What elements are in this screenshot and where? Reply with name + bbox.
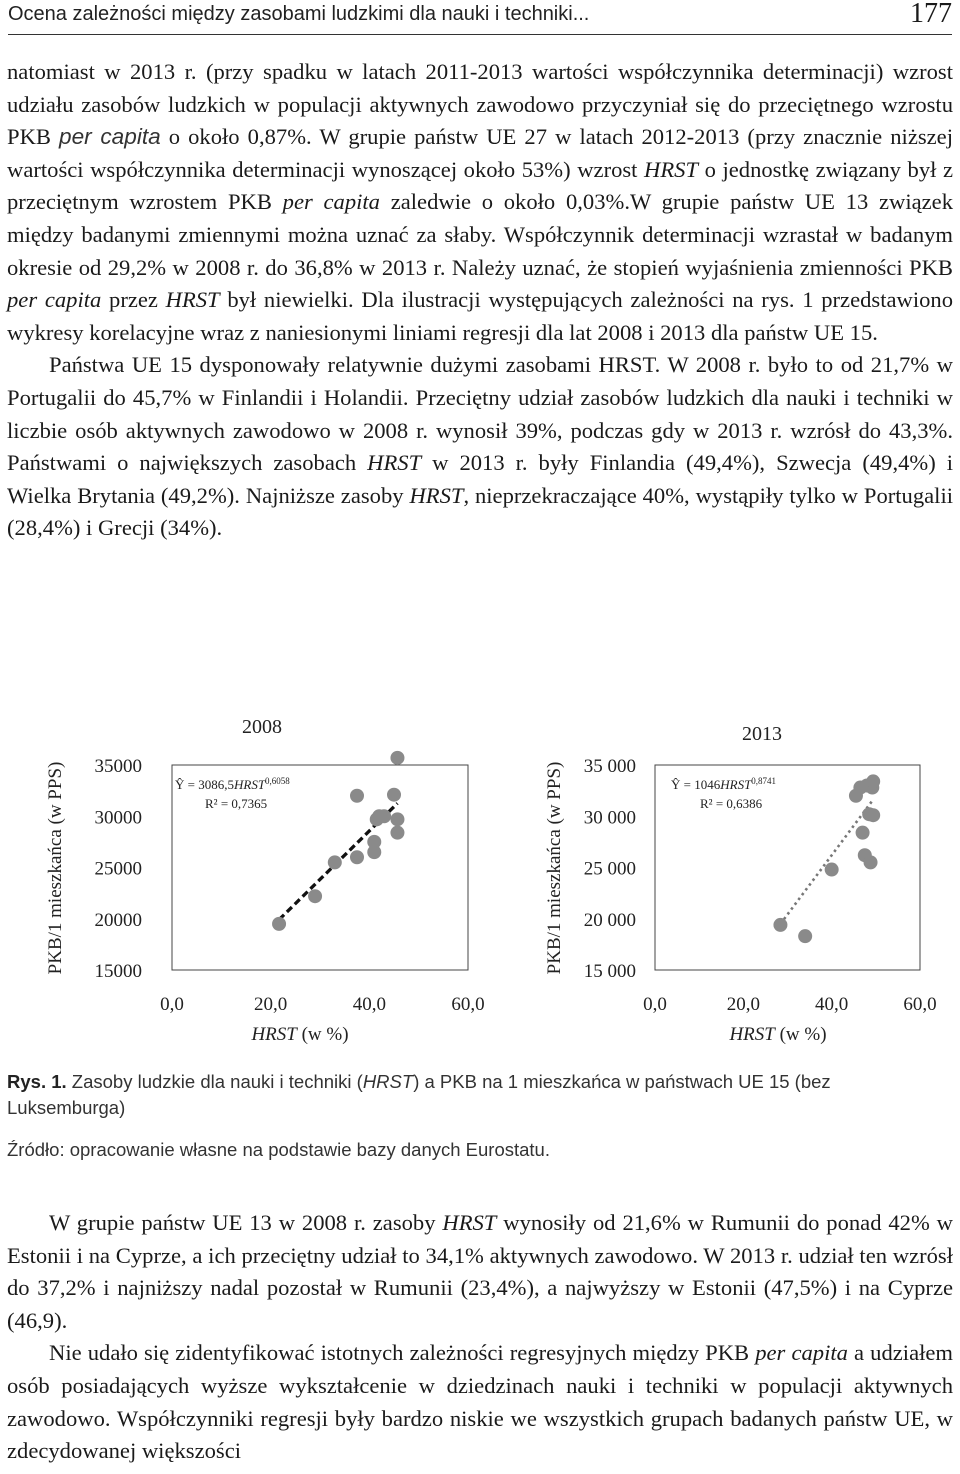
data-point — [350, 850, 364, 864]
data-point — [328, 855, 342, 869]
figure-caption: Rys. 1. Zasoby ludzkie dla nauki i techniki (HRST) a PKB na 1 mieszkańca w państwach UE 15 (bez Luksemburga) — [7, 1071, 831, 1118]
regression-equation: Ŷ = $3086,5HRST^{0,6058}$ — [175, 776, 290, 792]
data-point — [773, 918, 787, 932]
paragraph-1: natomiast w 2013 r. (przy spadku w latach 2011-2013 wartości współczynnika determinacji) wzrost udziału zasobów ludzkich w populacji aktywnych zawodowo przyczyniał się do przeciętnego wzrostu PKB per capita o około 0,87%. W grupie państw UE 27 w latach 2012-2013 (przy znacznie niższej wartości współczynnika determinacji wynoszącej około 53%) wzrost HRST o jednostkę związany był z przeciętnym wzrostem PKB per capita zaledwie o około 0,03%.W grupie państw UE 13 związek między badanymi zmiennymi można uznać za słaby. Współczynnik determinacji wzrastał w badanym okresie od 29,2% w 2008 r. do 36,8% w 2013 r. Należy uznać, że stopień wyjaśnienia zmienności PKB per capita przez HRST był niewielki. Dla ilustracji występujących zależności na rys. 1 przedstawiono wykresy korelacyjne wraz z naniesionymi liniami regresji dla lat 2008 i 2013 dla państw UE 15. — [7, 59, 953, 345]
plot-area — [655, 765, 920, 970]
y-tick-label: 35 000 — [583, 756, 636, 777]
data-point — [825, 863, 839, 877]
chart-2008 — [45, 716, 485, 1045]
y-tick-label: 35000 — [94, 756, 142, 777]
paragraph-3: W grupie państw UE 13 w 2008 r. zasoby HRST wynosiły od 21,6% w Rumunii do ponad 42% w Estonii i na Cyprze, a ich przeciętny udział to 34,1% aktywnych zawodowo. W 2013 r. udział ten wzrósł do 37,2% i najniższy nadal pozostał w Rumunii (23,4%), a najwyższy w Estonii (47,5%) i na Cyprze (46,9). — [7, 1210, 953, 1333]
data-point — [866, 774, 880, 788]
x-tick-label: 20,0 — [254, 994, 288, 1015]
x-tick-label: 60,0 — [903, 994, 937, 1015]
figure-1 — [0, 700, 960, 1060]
body-text-top — [7, 56, 953, 545]
caption-label: Rys. 1. — [7, 1071, 67, 1092]
y-tick-label: 30 000 — [583, 807, 636, 829]
data-point — [350, 789, 364, 803]
body-text-bottom — [7, 1207, 953, 1468]
x-tick-label: 40,0 — [352, 994, 386, 1015]
scatter-charts — [0, 700, 960, 1060]
r-squared: R² = 0,6386 — [700, 796, 763, 811]
data-point — [798, 929, 812, 943]
y-tick-label: 25000 — [94, 858, 142, 880]
x-tick-label: 20,0 — [726, 994, 760, 1015]
data-point — [390, 826, 404, 840]
data-point — [308, 889, 322, 903]
data-point — [387, 788, 401, 802]
header-title: Ocena zależności między zasobami ludzkimi dla nauki i techniki... — [8, 3, 590, 25]
data-point — [856, 826, 870, 840]
chart-title: 2013 — [742, 723, 782, 745]
y-axis-label: PKB/1 mieszkańca (w PPS) — [45, 761, 66, 975]
x-tick-label: 0,0 — [643, 994, 667, 1015]
data-point — [367, 845, 381, 859]
chart-title: 2008 — [242, 716, 282, 738]
data-point — [390, 751, 404, 765]
x-axis-label: HRST (w %) — [729, 1024, 827, 1045]
regression-equation: Ŷ = $1046HRST^{0,8741}$ — [671, 776, 777, 792]
y-tick-label: 20 000 — [583, 909, 636, 931]
y-tick-label: 15 000 — [583, 961, 636, 982]
y-tick-label: 15000 — [94, 961, 142, 982]
x-tick-label: 0,0 — [160, 994, 184, 1015]
y-tick-label: 25 000 — [583, 858, 636, 880]
x-tick-label: 60,0 — [451, 994, 485, 1015]
data-point — [390, 812, 404, 826]
page-number: 177 — [910, 0, 952, 29]
trendline — [780, 800, 873, 924]
y-axis-label: PKB/1 mieszkańca (w PPS) — [544, 761, 565, 975]
chart-2013 — [544, 723, 937, 1045]
paragraph-4: Nie udało się zidentyfikować istotnych zależności regresyjnych między PKB per capita a udziałem osób posiadających wyższe wykształcenie w dziedzinach nauki i techniki w populacji aktywnych zawodowo. Współczynniki regresji były bardzo niskie we wszystkich grupach badanych państw UE, w zdecydowanej większości — [7, 1340, 953, 1464]
x-tick-label: 40,0 — [815, 994, 849, 1015]
data-point — [377, 809, 391, 823]
x-axis-label: HRST (w %) — [251, 1024, 349, 1045]
r-squared: R² = 0,7365 — [205, 796, 268, 811]
y-tick-label: 20000 — [94, 909, 142, 931]
data-point — [864, 855, 878, 869]
figure-source: Źródło: opracowanie własne na podstawie bazy danych Eurostatu. — [7, 1139, 550, 1160]
paragraph-2: Państwa UE 15 dysponowały relatywnie dużymi zasobami HRST. W 2008 r. było to od 21,7% w Portugalii do 45,7% w Finlandii i Holandii. Przeciętny udział zasobów ludzkich dla nauki i techniki w liczbie osób aktywnych zawodowo w 2008 r. wynosił 39%, podczas gdy w 2013 r. wzrósł do 43,3%. Państwami o największych zasobach HRST w 2013 r. były Finlandia (49,4%), Szwecja (49,4%) i Wielka Brytania (49,2%). Najniższe zasoby HRST, nieprzekraczające 40%, wystąpiły tylko w Portugalii (28,4%) i Grecji (34%). — [7, 352, 953, 541]
y-tick-label: 30000 — [94, 807, 142, 829]
data-point — [272, 917, 286, 931]
data-point — [866, 808, 880, 822]
running-header — [8, 0, 952, 35]
